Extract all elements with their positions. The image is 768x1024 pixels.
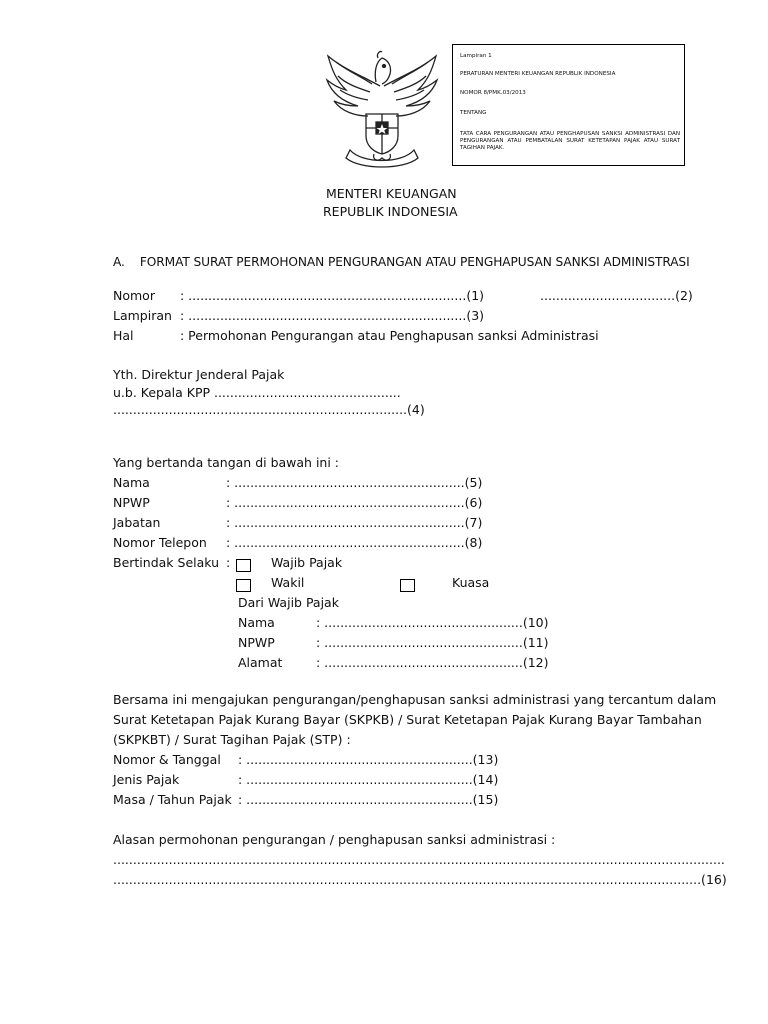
lampiran-label: Lampiran (113, 308, 172, 323)
wp-npwp-label: NPWP (238, 635, 275, 650)
signer-telepon-label: Nomor Telepon (113, 535, 207, 550)
nomor-label: Nomor (113, 288, 155, 303)
request-line1: Bersama ini mengajukan pengurangan/penghapusan sanksi administrasi yang tercantum dalam (113, 692, 717, 707)
header-menteri: MENTERI KEUANGAN (326, 186, 457, 201)
request-line3: (SKPKBT) / Surat Tagihan Pajak (STP) : (113, 732, 351, 747)
wp-alamat-value: : ..................................................(12) (316, 655, 549, 670)
reason-line2: ....................................................................................................................................................(16) (113, 872, 727, 887)
skp-nomor-label: Nomor & Tanggal (113, 752, 221, 767)
wajib-pajak-checkbox[interactable] (236, 559, 251, 572)
signer-intro: Yang bertanda tangan di bawah ini : (113, 455, 340, 470)
reason-line1: .......................................................................................................................................................... (113, 852, 725, 867)
option-wakil: Wakil (271, 575, 305, 590)
signer-jabatan-label: Jabatan (113, 515, 161, 530)
wp-npwp-value: : ..................................................(11) (316, 635, 549, 650)
wp-nama-value: : ..................................................(10) (316, 615, 549, 630)
reason-label: Alasan permohonan pengurangan / penghapusan sanksi administrasi : (113, 832, 556, 847)
jenis-pajak-label: Jenis Pajak (113, 772, 180, 787)
wakil-checkbox[interactable] (236, 579, 251, 592)
place-date-field: ..................................(2) (540, 288, 693, 303)
addressee-line2: u.b. Kepala KPP ............................................... (113, 385, 401, 400)
request-line2: Surat Ketetapan Pajak Kurang Bayar (SKPKB) / Surat Ketetapan Pajak Kurang Bayar Tambahan (113, 712, 702, 727)
tentang-line: TENTANG (460, 110, 487, 116)
signer-npwp-label: NPWP (113, 495, 150, 510)
peraturan-line: PERATURAN MENTERI KEUANGAN REPUBLIK INDONESIA (460, 71, 616, 77)
bertindak-colon: : (226, 555, 231, 570)
hal-value: : Permohonan Pengurangan atau Penghapusan sanksi Administrasi (180, 328, 599, 343)
section-title: A. FORMAT SURAT PERMOHONAN PENGURANGAN ATAU PENGHAPUSAN SANKSI ADMINISTRASI (113, 255, 690, 269)
addressee-line3: ..........................................................................(4) (113, 402, 425, 417)
lampiran-line: Lampiran 1 (460, 53, 492, 59)
hal-label: Hal (113, 328, 134, 343)
masa-pajak-label: Masa / Tahun Pajak (113, 792, 232, 807)
signer-npwp-value: : ..........................................................(6) (226, 495, 483, 510)
wp-alamat-label: Alamat (238, 655, 283, 670)
skp-nomor-value: : .........................................................(13) (238, 752, 499, 767)
signer-telepon-value: : ..........................................................(8) (226, 535, 483, 550)
wp-nama-label: Nama (238, 615, 275, 630)
subject-text: TATA CARA PENGURANGAN ATAU PENGHAPUSAN SANKSI ADMINISTRASI DAN PENGURANGAN ATAU PEMBATALAN SURAT KETETAPAN PAJAK ATAU SURAT TAGIHAN PAJAK. (460, 131, 680, 151)
header-republik: REPUBLIK INDONESIA (323, 204, 458, 219)
option-wajib-pajak: Wajib Pajak (271, 555, 343, 570)
nomor-value: : ......................................................................(1) (180, 288, 485, 303)
lampiran-value: : ......................................................................(3) (180, 308, 485, 323)
lampiran-box (452, 44, 685, 166)
option-kuasa: Kuasa (452, 575, 490, 590)
signer-jabatan-value: : ..........................................................(7) (226, 515, 483, 530)
addressee-line1: Yth. Direktur Jenderal Pajak (113, 367, 285, 382)
signer-nama-label: Nama (113, 475, 150, 490)
bertindak-label: Bertindak Selaku (113, 555, 220, 570)
jenis-pajak-value: : .........................................................(14) (238, 772, 499, 787)
signer-nama-value: : ..........................................................(5) (226, 475, 483, 490)
kuasa-checkbox[interactable] (400, 579, 415, 592)
dari-wajib-pajak: Dari Wajib Pajak (238, 595, 339, 610)
garuda-emblem (322, 46, 442, 171)
masa-pajak-value: : .........................................................(15) (238, 792, 499, 807)
nomor-line: NOMOR 8/PMK.03/2013 (460, 90, 526, 96)
